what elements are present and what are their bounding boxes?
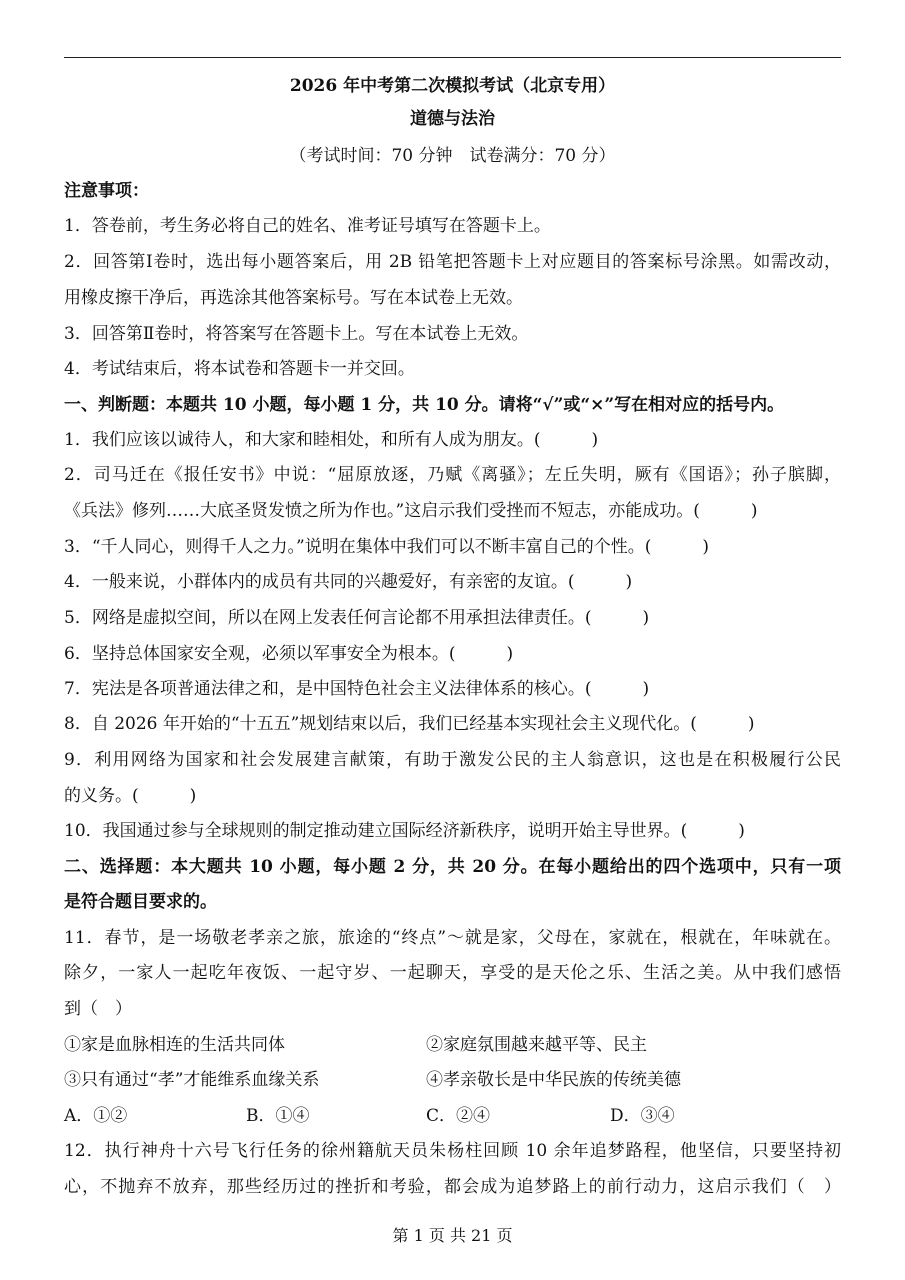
question-line: 6．坚持总体国家安全观，必须以军事安全为根本。( )	[64, 644, 514, 664]
notice-item: 用橡皮擦干净后，再选涂其他答案标号。写在本试卷上无效。	[64, 288, 523, 308]
question-line: 2．司马迁在《报任安书》中说：“屈原放逐，乃赋《离骚》；左丘失明，厥有《国语》；孙子膑脚，	[64, 465, 841, 485]
question-line: 7．宪法是各项普通法律之和，是中国特色社会主义法律体系的核心。( )	[64, 679, 650, 699]
question-line: 3．“千人同心，则得千人之力。”说明在集体中我们可以不断丰富自己的个性。( )	[64, 537, 709, 557]
question-line: 心，不抛弃不放弃，那些经历过的挫折和考验，都会成为追梦路上的前行动力，这启示我们（ ）	[64, 1177, 841, 1197]
subject-title: 道德与法治	[410, 109, 495, 129]
statement: ④孝亲敬长是中华民族的传统美德	[426, 1070, 681, 1090]
answer-option: C．②④	[426, 1106, 491, 1126]
section1-heading: 一、判断题：本题共 10 小题，每小题 1 分，共 10 分。请将“√”或“×”写在相对应的括号内。	[64, 395, 785, 415]
section2-heading: 二、选择题：本大题共 10 小题，每小题 2 分，共 20 分。在每小题给出的四个选项中，只有一项	[64, 857, 841, 877]
notice-item: 4．考试结束后，将本试卷和答题卡一并交回。	[64, 359, 415, 379]
statement: ③只有通过“孝”才能维系血缘关系	[64, 1070, 320, 1090]
exam-info: （考试时间：70 分钟 试卷满分：70 分）	[289, 146, 616, 166]
question-line: 11．春节，是一场敬老孝亲之旅，旅途的“终点”～就是家，父母在，家就在，根就在，年味就在。	[64, 928, 841, 948]
question-line: 9．利用网络为国家和社会发展建言献策，有助于激发公民的主人翁意识，这也是在积极履行公民	[64, 750, 841, 770]
notice-heading: 注意事项：	[64, 181, 149, 201]
statement: ①家是血脉相连的生活共同体	[64, 1035, 285, 1055]
question-line: 4．一般来说，小群体内的成员有共同的兴趣爱好，有亲密的友谊。( )	[64, 572, 633, 592]
question-line: 除夕，一家人一起吃年夜饭、一起守岁、一起聊天，享受的是天伦之乐、生活之美。从中我们感悟	[64, 963, 841, 983]
question-line: 10．我国通过参与全球规则的制定推动建立国际经济新秩序，说明开始主导世界。( )	[64, 821, 745, 841]
answer-option: B．①④	[246, 1106, 310, 1126]
answer-option: A．①②	[64, 1106, 128, 1126]
section2-heading: 是符合题目要求的。	[64, 892, 217, 912]
statement: ②家庭氛围越来越平等、民主	[426, 1035, 647, 1055]
question-line: 1．我们应该以诚待人，和大家和睦相处，和所有人成为朋友。( )	[64, 430, 599, 450]
question-line: 到（ ）	[64, 999, 132, 1019]
exam-title: 2026 年中考第二次模拟考试（北京专用）	[289, 76, 616, 96]
page-number: 第 1 页 共 21 页	[392, 1226, 513, 1245]
question-line: 8．自 2026 年开始的“十五五”规划结束以后，我们已经基本实现社会主义现代化。( )	[64, 714, 755, 734]
header-rule	[64, 57, 841, 58]
question-line: 12．执行神舟十六号飞行任务的徐州籍航天员朱杨柱回顾 10 余年追梦路程，他坚信，只要坚持初	[64, 1141, 841, 1161]
notice-item: 1．答卷前，考生务必将自己的姓名、准考证号填写在答题卡上。	[64, 216, 551, 236]
question-line: 5．网络是虚拟空间，所以在网上发表任何言论都不用承担法律责任。( )	[64, 608, 650, 628]
notice-item: 2．回答第Ⅰ卷时，选出每小题答案后，用 2B 铅笔把答题卡上对应题目的答案标号涂黑。如需改动，	[64, 252, 841, 272]
question-line: 《兵法》修列……大底圣贤发愤之所为作也。”这启示我们受挫而不短志，亦能成功。( )	[64, 501, 758, 521]
question-line: 的义务。( )	[64, 786, 197, 806]
answer-option: D．③④	[610, 1106, 675, 1126]
notice-item: 3．回答第Ⅱ卷时，将答案写在答题卡上。写在本试卷上无效。	[64, 324, 529, 344]
